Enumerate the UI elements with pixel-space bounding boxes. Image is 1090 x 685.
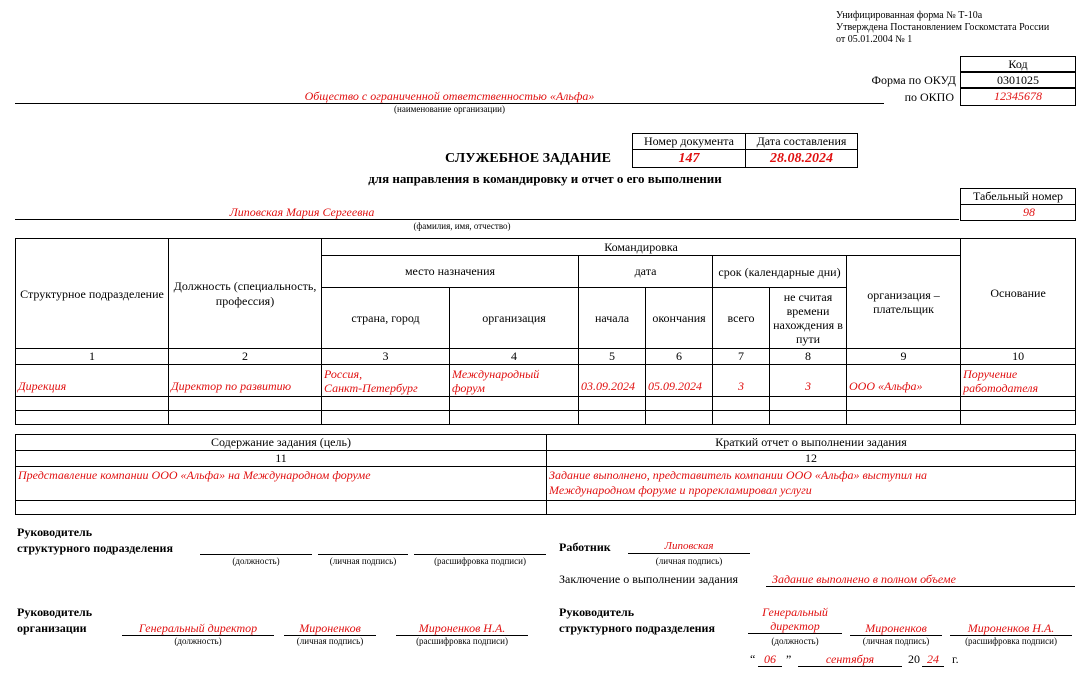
table-row: [16, 397, 1076, 411]
dept-head-label-2: структурного подразделения: [17, 541, 173, 555]
conclusion-label: Заключение о выполнении задания: [559, 572, 739, 586]
dept-head2-label-1: Руководитель: [559, 605, 635, 619]
conclusion-text: Задание выполнено в полном объеме: [766, 572, 1075, 587]
okpo-value: 12345678: [960, 87, 1076, 106]
dept-head2-position-1: Генеральный: [762, 605, 828, 619]
okud-label: Форма по ОКУД: [871, 73, 956, 87]
org-head-decode-caption: (расшифровка подписи): [416, 636, 508, 646]
row-without-travel: 3: [770, 365, 847, 397]
worker-signature: Липовская: [628, 539, 750, 554]
row-city: [322, 365, 450, 397]
col-num: 9: [847, 349, 961, 365]
form-header: [836, 10, 1049, 46]
date-suffix: г.: [952, 652, 959, 666]
org-head-label-1: Руководитель: [17, 605, 93, 619]
row-end: 05.09.2024: [646, 365, 713, 397]
date-quote-open: “: [750, 652, 756, 666]
dept-head-signature-line: [318, 553, 408, 555]
organization-name: Общество с ограниченной ответственностью «Альфа»: [15, 89, 884, 104]
dept-head-label-1: Руководитель: [17, 525, 93, 539]
goal-header: Содержание задания (цель): [16, 435, 547, 451]
doc-number-date-table: [632, 133, 858, 168]
row-payer: ООО «Альфа»: [847, 365, 961, 397]
goal-col-num: 11: [16, 451, 547, 467]
date-year: 24: [922, 652, 944, 667]
okpo-label: по ОКПО: [904, 90, 954, 104]
organization-caption: (наименование организации): [394, 104, 505, 114]
date-year-prefix: 20: [908, 652, 920, 666]
worker-label: Работник: [559, 540, 611, 554]
report-col-num: 12: [547, 451, 1076, 467]
header-dept: Структурное подразделение: [16, 239, 169, 349]
dept-head-label: [17, 524, 173, 556]
column-numbers-row: [16, 349, 1076, 365]
okud-value: 0301025: [960, 71, 1076, 89]
org-head-signature: Мироненков: [284, 621, 376, 636]
col-num: 4: [450, 349, 579, 365]
dept-head2-position-2: директор: [770, 619, 820, 633]
col-num: 7: [713, 349, 770, 365]
date-month: сентября: [798, 652, 902, 667]
header-payer: организация – плательщик: [847, 256, 961, 349]
header-dates: дата: [579, 256, 713, 288]
row-basis-line1: Поручение: [963, 366, 1018, 381]
row-city-line2: Санкт-Петербург: [324, 380, 418, 395]
report-header: Краткий отчет о выполнении задания: [547, 435, 1076, 451]
dept-head2-signature-caption: (личная подпись): [862, 636, 930, 646]
dept-head2-label-2: структурного подразделения: [559, 621, 715, 635]
form-header-line1: Унифицированная форма № Т-10а: [836, 10, 983, 21]
org-head-position-caption: (должность): [174, 636, 222, 646]
row-total: 3: [713, 365, 770, 397]
dept-head-decode-line: [414, 553, 546, 555]
doc-date: 28.08.2024: [746, 150, 858, 168]
dept-head2-position: [748, 605, 842, 634]
doc-number: 147: [633, 150, 746, 168]
row-org: [450, 365, 579, 397]
dept-head2-decode-caption: (расшифровка подписи): [965, 636, 1057, 646]
header-end: окончания: [646, 288, 713, 349]
col-num: 8: [770, 349, 847, 365]
header-trip: Командировка: [322, 239, 961, 256]
goal-text: Представление компании ООО «Альфа» на Международном форуме: [16, 467, 547, 501]
org-head-decode: Мироненков Н.А.: [396, 621, 528, 636]
header-position: Должность (специальность, профессия): [169, 239, 322, 349]
doc-title: СЛУЖЕБНОЕ ЗАДАНИЕ: [445, 151, 611, 166]
header-destination: место назначения: [322, 256, 579, 288]
table-row: [16, 365, 1076, 397]
header-total: всего: [713, 288, 770, 349]
header-basis: Основание: [961, 239, 1076, 349]
org-head-position: Генеральный директор: [122, 621, 274, 636]
tab-number: [960, 204, 1076, 221]
report-text: [547, 467, 1076, 501]
dept-head2-position-caption: (должность): [771, 636, 819, 646]
date-quote-close: ”: [786, 652, 792, 666]
report-text-line1: Задание выполнено, представитель компании ООО «Альфа» выступил на: [549, 468, 928, 482]
header-start: начала: [579, 288, 646, 349]
doc-number-header: Номер документа: [633, 134, 746, 150]
task-table: [15, 434, 1076, 515]
dept-head-position-line: [200, 553, 312, 555]
org-head-signature-caption: (личная подпись): [296, 636, 364, 646]
dept-head2-decode: Мироненков Н.А.: [950, 621, 1072, 636]
dept-head-position-caption: (должность): [232, 556, 280, 566]
dept-head-signature-caption: (личная подпись): [329, 556, 397, 566]
row-position: Директор по развитию: [169, 365, 322, 397]
col-num: 6: [646, 349, 713, 365]
date-day: 06: [758, 652, 782, 667]
code-header: Код: [960, 56, 1076, 73]
row-start: 03.09.2024: [579, 365, 646, 397]
dept-head-decode-caption: (расшифровка подписи): [434, 556, 526, 566]
col-num: 3: [322, 349, 450, 365]
col-num: 2: [169, 349, 322, 365]
row-basis-line2: работодателя: [963, 380, 1039, 395]
tab-number-value: 98: [1023, 205, 1035, 219]
row-basis: [961, 365, 1076, 397]
col-num: 5: [579, 349, 646, 365]
employee-fio: [15, 205, 959, 220]
form-header-line2: Утверждена Постановлением Госкомстата России: [836, 22, 1050, 33]
row-org-line1: Международный: [452, 366, 540, 381]
row-org-line2: форум: [452, 380, 485, 395]
fio-caption-text: (фамилия, имя, отчество): [413, 221, 511, 231]
header-without-travel: не считая времени нахождения в пути: [770, 288, 847, 349]
form-header-line3: от 05.01.2004 № 1: [836, 34, 913, 45]
table-row: [16, 411, 1076, 425]
fio-caption: [15, 221, 959, 231]
org-head-label: [17, 604, 92, 636]
header-term: срок (календарные дни): [713, 256, 847, 288]
dept-head2-signature: Мироненков: [850, 621, 942, 636]
doc-subtitle: для направления в командировку и отчет о его выполнении: [368, 171, 722, 186]
row-dept: Дирекция: [16, 365, 169, 397]
report-text-line2: Международном форуме и прорекламировал услуги: [549, 483, 812, 497]
doc-date-header: Дата составления: [746, 134, 858, 150]
trip-table: [15, 238, 1076, 425]
org-head-label-2: организации: [17, 621, 87, 635]
header-country-city: страна, город: [322, 288, 450, 349]
col-num: 1: [16, 349, 169, 365]
dept-head2-label: [559, 604, 715, 636]
col-num: 10: [961, 349, 1076, 365]
tab-number-header: Табельный номер: [960, 188, 1076, 205]
header-org: организация: [450, 288, 579, 349]
row-city-line1: Россия,: [324, 366, 363, 381]
worker-signature-caption: (личная подпись): [655, 556, 723, 566]
employee-fio-value: Липовская Мария Сергеевна: [229, 205, 375, 219]
